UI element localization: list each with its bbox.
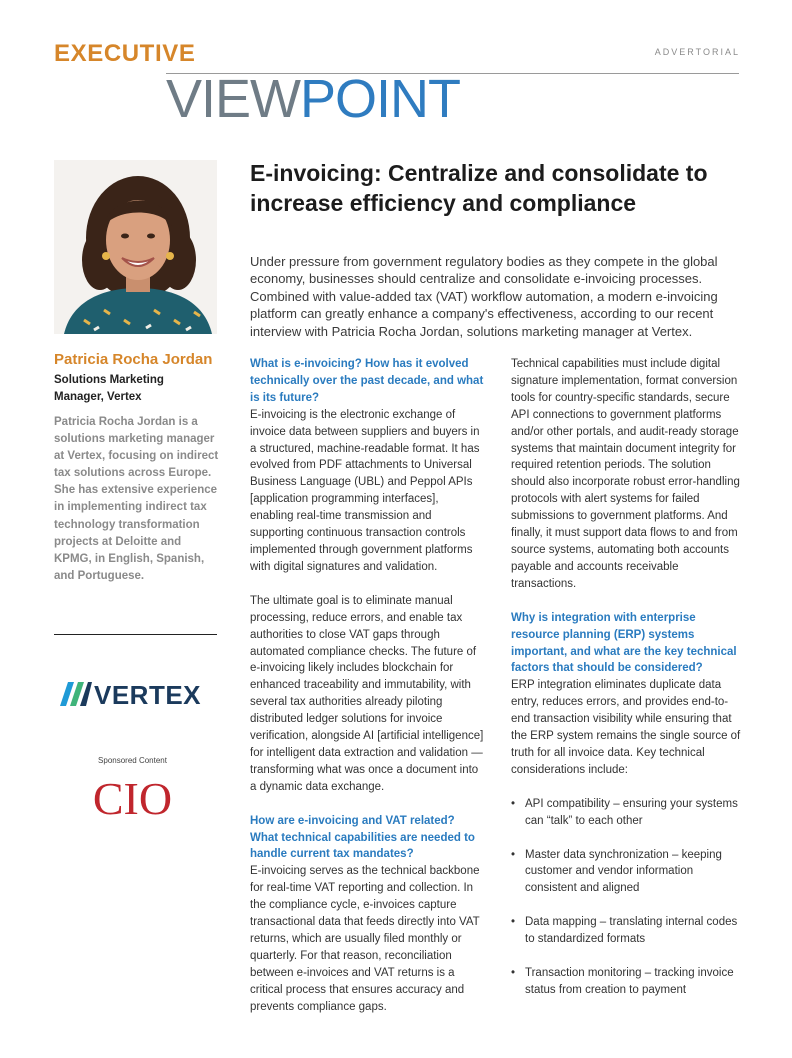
list-item: • Master data synchronization – keeping customer and vendor information consistent and aligned [511,847,746,898]
viewpoint-point: POINT [300,69,461,129]
header-viewpoint [166,69,461,129]
list-item: • Transaction monitoring – tracking invoice status from creation to payment [511,965,746,999]
left-column-divider [54,634,217,635]
header-executive: EXECUTIVE [54,40,196,67]
answer-2-paragraph-1: E-invoicing serves as the technical backbone for real-time VAT reporting and collection. In the compliance cycle, e-invoices capture transactional data that feeds directly into VAT returns, which are usually filed monthly or quarterly. For that reason, reconciliation between e-invoices and VAT returns is a critical process that ensures accuracy and prevents compliance gaps. [250,865,480,1013]
author-name: Patricia Rocha Jordan [54,351,213,368]
question-3: Why is integration with enterprise resource planning (ERP) systems important, and what are the key technical factors that should be considered? [511,611,737,675]
article-column-2 [511,356,746,1016]
list-item: • API compatibility – ensuring your systems can “talk” to each other [511,796,746,830]
vertex-logo-icon [58,676,92,712]
author-portrait-image [54,160,217,334]
question-2: How are e-invoicing and VAT related? What technical capabilities are needed to handle current tax mandates? [250,814,475,861]
article-headline: E-invoicing: Centralize and consolidate to increase efficiency and compliance [250,160,708,216]
question-1: What is e-invoicing? How has it evolved technically over the past decade, and what is its future? [250,358,484,404]
article-column-1 [250,356,485,1016]
viewpoint-view: VIEW [166,69,301,129]
author-title: Solutions Marketing Manager, Vertex [54,374,164,403]
answer-1-paragraph-2: The ultimate goal is to eliminate manual processing, reduce errors, and enable tax authorities to close VAT gaps through automated compliance checks. The future of e-invoicing likely includes blockchain for enhanced traceability and immutability, with several tax authorities already piloting distributed ledger solutions for invoice verification, alongside AI [artificial intelligence] for intelligent data extraction and validation — transforming what was once a document into a dynamic data exchange. [250,594,484,793]
sponsored-label: Sponsored Content [98,756,167,765]
answer-2-paragraph-2: Technical capabilities must include digital signature implementation, format conversion tools for country-specific standards, secure API connections to government platforms and/or other portals, and audit-ready storage systems that maintain document integrity for required retention periods. The solution should also incorporate robust error-handling protocols with alert systems for failed submissions to government platforms. And finally, it must support data flows to and from source systems, automating both accounts payable and accounts receivable transactions. [511,358,740,590]
list-item: • Data mapping – translating internal codes to standardized formats [511,914,746,948]
cio-logo: CIO [92,773,173,824]
author-bio: Patricia Rocha Jordan is a solutions marketing manager at Vertex, focusing on indirect tax solutions across Europe. She has extensive experience in implementing indirect tax technology transformation projects at Deloitte and KPMG, in English, Spanish, and Portuguese. [54,416,219,582]
author-photo [54,160,217,334]
article-intro: Under pressure from government regulatory bodies as they compete in the global economy, businesses should centralize and consolidate e-invoicing processes. Combined with value-added tax (VAT) workflow automation, a modern e-invoicing platform can greatly enhance a company's effectiveness, according to our recent interview with Patricia Rocha Jordan, solutions marketing manager at Vertex. [250,254,718,339]
answer-3-paragraph-1: ERP integration eliminates duplicate data entry, reduces errors, and provides end-to-end transaction visibility while ensuring that the ERP system remains the single source of truth for all invoice data. Key technical considerations include: [511,679,741,776]
key-considerations-list [511,796,746,999]
vertex-logo-text: VERTEX [94,680,202,710]
advertorial-label: ADVERTORIAL [654,47,740,57]
answer-1-paragraph-1: E-invoicing is the electronic exchange of invoice data between suppliers and buyers in a structured, machine-readable format. It has evolved from PDF attachments to Universal Business Language (UBL) and Peppol APIs [application programming interfaces], enabling real-time transmission and supporting continuous transaction controls implemented through government platforms with digital signatures and validation. [250,408,480,573]
